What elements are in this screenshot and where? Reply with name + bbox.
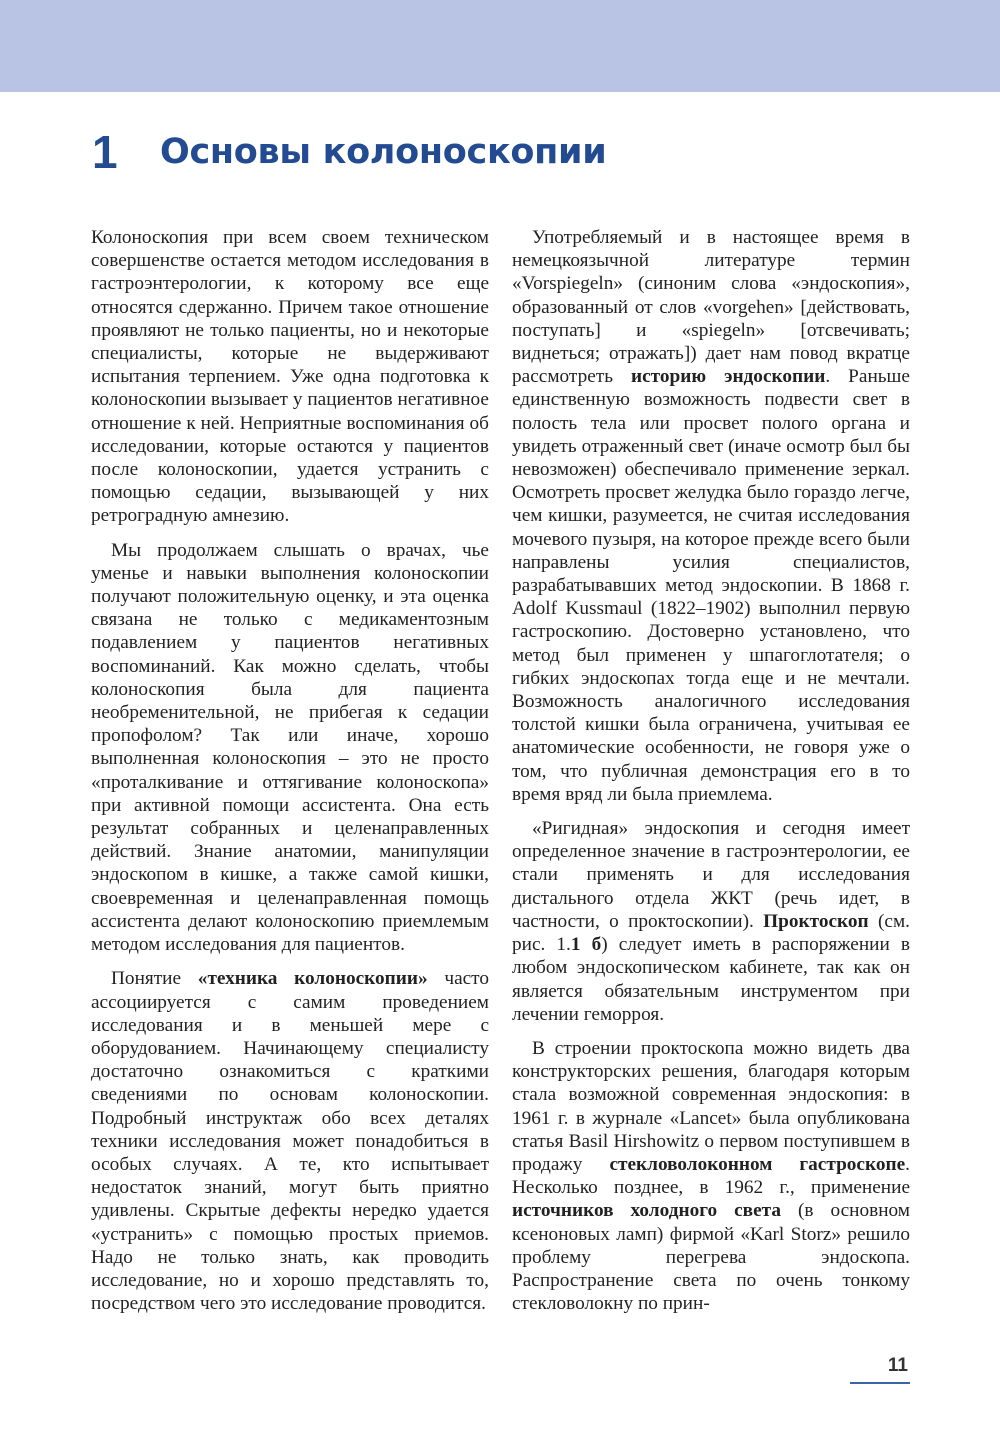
- chapter-number: 1: [92, 126, 118, 178]
- text-run: . Раньше единственную возможность подвести свет в полость тела или просвет полого органа и увидеть отраженный свет (иначе осмотр был бы невозможен) обеспечивало применение зеркал. Осмотреть просвет желудка было гораздо легче, чем кишки, разумеется, не считая исследования мочевого пузыря, на которое прежде всего были направлены усилия специалистов, разрабатывавших метод эндоскопии. В 1868 г. Adolf Kussmaul (1822–1902) выполнил первую гастроскопию. Достоверно установлено, что метод был применен у шпагоглотателя; о гибких эндоскопах тогда еще и не мечтали. Возможность аналогичного исследования толстой кишки была ограничена, учитывая ее анатомические особенности, не говоря уже о том, что публичная демонстрация его в то время вряд ли была приемлема.: [512, 366, 910, 805]
- text-run: В строении проктоскопа можно видеть два конструкторских решения, благодаря которым стала возможной современная эндоскопия: в 1961 г. в журнале «Lancet» была опубликована статья Basil Hirshowitz о первом поступившем в продажу: [512, 1037, 910, 1175]
- text-run: . Несколько позднее, в 1962 г., применение: [512, 1153, 910, 1199]
- bold-term: Проктоскоп: [763, 910, 869, 932]
- paragraph: Мы продолжаем слышать о врачах, чье уменье и навыки выполнения колоноскопии получают положительную оценку, и эта оценка связана не только с медикаментозным подавлением у пациентов негативных воспоминаний. Как можно сделать, чтобы колоноскопия была для пациента необременительной, не прибегая к седации пропофолом? Так или иначе, хорошо выполненная колоноскопия – это не просто «проталкивание и оттягивание колоноскопа» при активной помощи ассистента. Она есть результат собранных и целенаправленных действий. Знание анатомии, манипуляции эндоскопом в кишке, а также самой кишки, своевременная и целенаправленная помощь ассистента делают колоноскопию приемлемым методом исследования для пациентов.: [91, 539, 489, 956]
- header-band: [0, 0, 1000, 92]
- bold-term: «техника колоноскопии»: [197, 968, 428, 990]
- right-column: [512, 226, 910, 1326]
- bold-term: стекловолоконном гастроскопе: [609, 1153, 906, 1175]
- chapter-heading: [92, 122, 607, 182]
- paragraph: [512, 226, 910, 806]
- page-number: 11: [887, 1355, 908, 1376]
- paragraph: [512, 1037, 910, 1315]
- paragraph: [91, 967, 489, 1315]
- text-run: «Ригидная» эндоскопия и сегодня имеет определенное значение в гастроэнтерологии, ее стали применять и для исследования дистального отдела ЖКТ (речь идет, в частности, о проктоскопии).: [512, 818, 910, 932]
- text-run: Понятие: [111, 968, 198, 990]
- figure-ref: 1 б: [570, 934, 602, 956]
- bold-term: источников холодного света: [512, 1200, 781, 1222]
- page-number-rule: [850, 1382, 910, 1384]
- text-run: (см. рис. 1.: [512, 910, 910, 956]
- text-run: ) следует иметь в распоряжении в любом эндоскопическом кабинете, так как он является обязательным инструментом при лечении геморроя.: [512, 934, 910, 1025]
- paragraph: Колоноскопия при всем своем техническом совершенстве остается методом исследования в гастроэнтерологии, к которому все еще относятся сдержанно. Причем такое отношение проявляют не только пациенты, но и некоторые специалисты, которые не выдерживают испытания терпением. Уже одна подготовка к колоноскопии вызывает у пациентов негативное отношение к ней. Неприятные воспоминания об исследовании, которые остаются у пациентов после колоноскопии, удается устранить с помощью седации, вызывающей у них ретроградную амнезию.: [91, 227, 489, 527]
- text-run: Употребляемый и в настоящее время в немецкоязычной литературе термин «Vorspiegeln» (синоним слова «эндоскопия», образованный от слов «vorgehen» [действовать, поступать] и «spiegeln» [отсвечивать; виднеться; отражать]) дает нам повод вкратце рассмотреть: [512, 227, 910, 388]
- text-run: (в основном ксеноновых ламп) фирмой «Karl Storz» решило проблему перегрева эндоскопа. Распространение света по очень тонкому стекловолокну по прин-: [512, 1200, 910, 1315]
- bold-term: историю эндоскопии: [631, 366, 826, 388]
- text-run: часто ассоциируется с самим проведением исследования и в меньшей мере с оборудованием. Начинающему специалисту достаточно ознакомиться с краткими сведениями по основам колоноскопии. Подробный инструктаж обо всех деталях техники исследования может понадобиться в особых случаях. А те, кто испытывает недостаток знаний, могут быть приятно удивлены. Скрытые дефекты нередко удается «устранить» с помощью простых приемов. Надо не только знать, как проводить исследование, но и хорошо представлять то, посредством чего это исследование проводится.: [91, 968, 489, 1315]
- paragraph: [512, 817, 910, 1026]
- left-column: [91, 226, 489, 1326]
- chapter-title: Основы колоноскопии: [160, 132, 607, 172]
